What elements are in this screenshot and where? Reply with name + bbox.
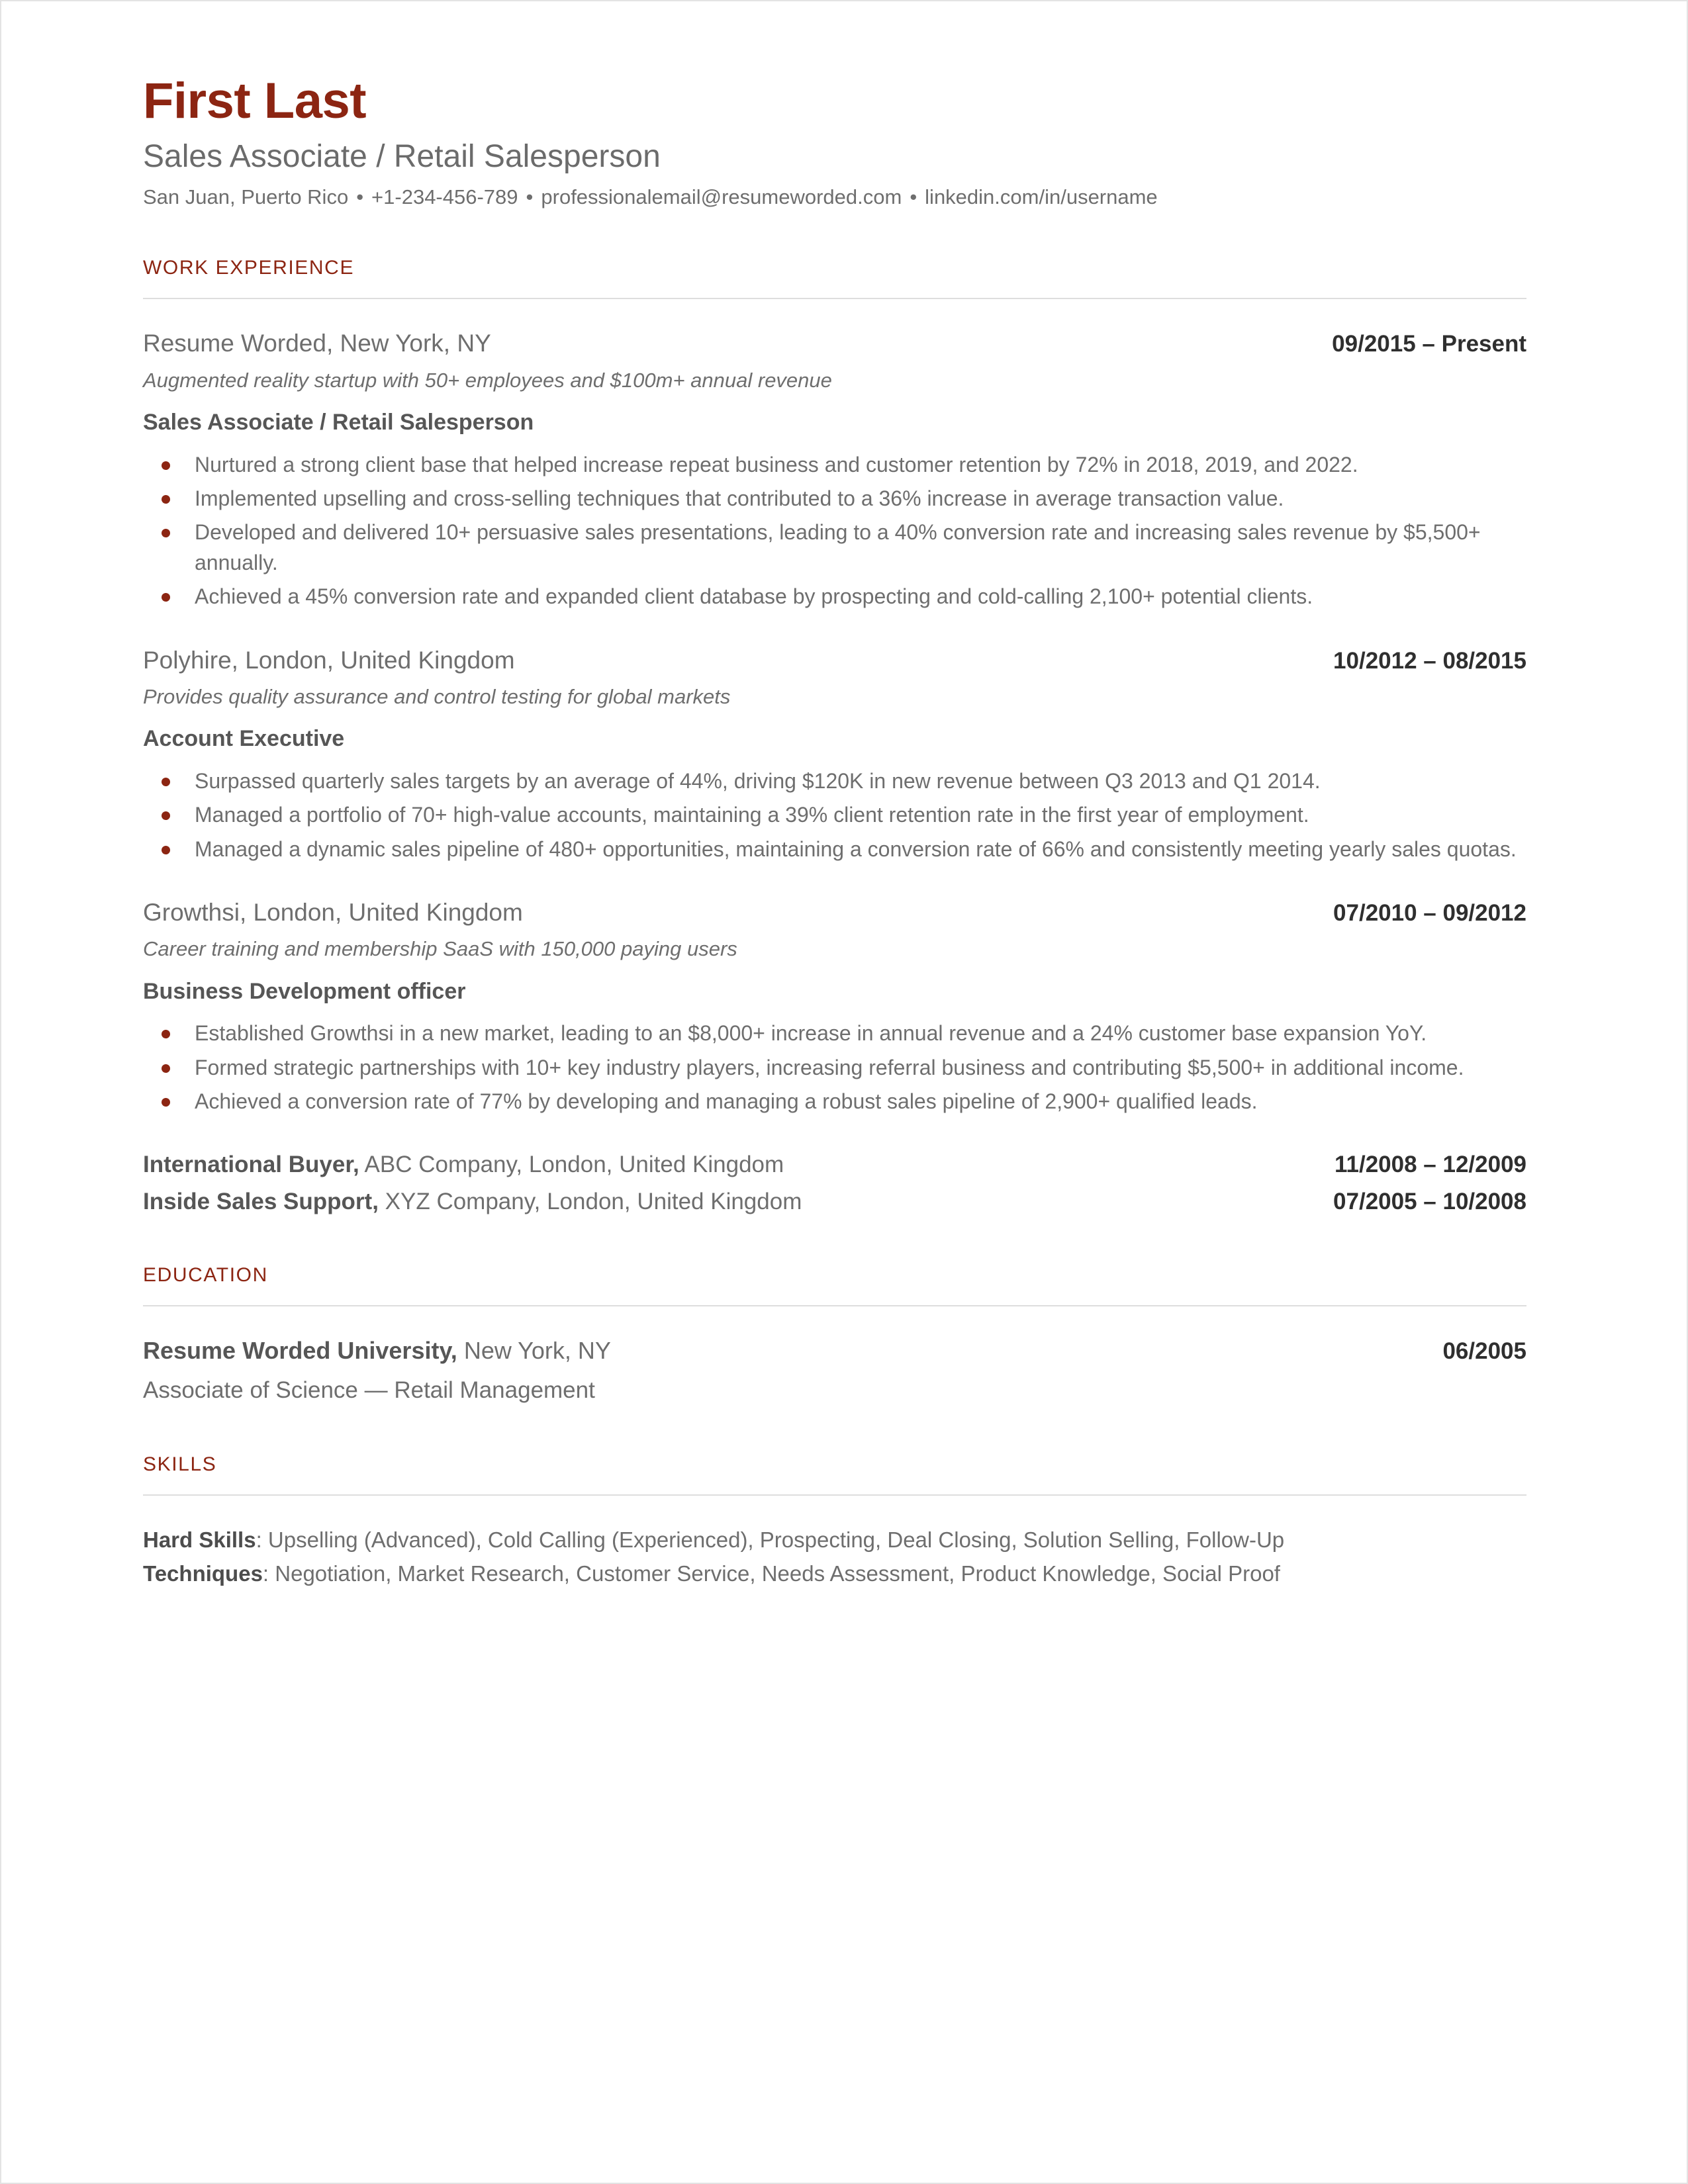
skill-category-label: Hard Skills (143, 1527, 256, 1552)
job-bullet (143, 1019, 1526, 1048)
job-bullet-text: Surpassed quarterly sales targets by an average of 44%, driving $120K in new revenue between Q3 2013 and Q1 2014. (195, 768, 1321, 793)
job-company: Growthsi, London, United Kingdom (143, 899, 523, 927)
contact-line (143, 185, 1526, 209)
resume-header (143, 75, 1526, 209)
contact-linkedin[interactable]: linkedin.com/in/username (925, 185, 1158, 209)
compact-role-list (143, 1150, 1526, 1216)
bullet-dot-icon (162, 1030, 170, 1038)
job-bullet (143, 582, 1526, 612)
compact-role-title: Inside Sales Support, (143, 1188, 379, 1214)
job-company-blurb: Provides quality assurance and control testing for global markets (143, 684, 731, 708)
bullet-dot-icon (162, 1098, 170, 1107)
job-bullet (143, 1087, 1526, 1116)
skill-line (143, 1525, 1526, 1556)
job-entry (143, 645, 1526, 864)
job-company-blurb: Augmented reality startup with 50+ employees and $100m+ annual revenue (143, 368, 832, 392)
job-entry (143, 328, 1526, 612)
job-role-title: Business Development officer (143, 978, 466, 1004)
job-bullet (143, 766, 1526, 796)
education-school-name: Resume Worded University, (143, 1337, 457, 1365)
contact-separator-2: • (526, 185, 534, 209)
section-title-skills: SKILLS (143, 1453, 217, 1475)
bullet-dot-icon (162, 495, 170, 504)
education-entry (143, 1336, 1526, 1406)
section-title-work: WORK EXPERIENCE (143, 257, 355, 279)
contact-phone: +1-234-456-789 (371, 185, 518, 209)
job-bullet (143, 450, 1526, 480)
job-bullet-list (143, 450, 1526, 612)
compact-role-label (143, 1150, 784, 1180)
job-bullet (143, 800, 1526, 830)
education-degree: Associate of Science — Retail Management (143, 1377, 595, 1404)
job-header-row (143, 328, 1526, 359)
skill-line (143, 1559, 1526, 1590)
skill-category-values: : Upselling (Advanced), Cold Calling (Experienced), Prospecting, Deal Closing, Solution Selling, Follow-Up (256, 1527, 1285, 1552)
compact-role-title: International Buyer, (143, 1152, 359, 1178)
job-dates: 09/2015 – Present (1332, 331, 1526, 357)
section-work-experience (143, 257, 1526, 1216)
education-header-row (143, 1336, 1526, 1366)
job-bullet (143, 484, 1526, 514)
job-role-title: Account Executive (143, 726, 345, 752)
section-divider-skills (143, 1494, 1526, 1496)
compact-role-row (143, 1150, 1526, 1180)
job-company: Polyhire, London, United Kingdom (143, 646, 515, 674)
compact-role-label (143, 1187, 802, 1217)
candidate-headline: Sales Associate / Retail Salesperson (143, 138, 661, 174)
compact-role-detail: XYZ Company, London, United Kingdom (378, 1188, 802, 1214)
contact-separator-3: • (910, 185, 917, 209)
bullet-dot-icon (162, 811, 170, 820)
contact-location: San Juan, Puerto Rico (143, 185, 349, 209)
compact-role-dates: 11/2008 – 12/2009 (1334, 1152, 1526, 1178)
resume-content (143, 75, 1526, 1592)
section-title-education: EDUCATION (143, 1264, 268, 1287)
education-date: 06/2005 (1442, 1338, 1526, 1365)
education-school-location: New York, NY (457, 1337, 611, 1365)
job-bullet-text: Formed strategic partnerships with 10+ key industry players, increasing referral business and contributing $5,500+ in additional income. (195, 1055, 1464, 1079)
section-divider-work (143, 298, 1526, 299)
bullet-dot-icon (162, 778, 170, 786)
contact-email[interactable]: professionalemail@resumeworded.com (541, 185, 902, 209)
job-bullet (143, 835, 1526, 864)
job-bullet-text: Nurtured a strong client base that helped increase repeat business and customer retention by 72% in 2018, 2019, and 2022. (195, 452, 1358, 477)
compact-role-row (143, 1187, 1526, 1217)
education-school-line (143, 1336, 611, 1366)
job-company-blurb: Career training and membership SaaS with 150,000 paying users (143, 937, 737, 961)
candidate-name: First Last (143, 73, 367, 129)
skill-category-values: : Negotiation, Market Research, Customer Service, Needs Assessment, Product Knowledge, Social Proof (262, 1561, 1280, 1586)
section-skills (143, 1453, 1526, 1590)
job-bullet-text: Achieved a 45% conversion rate and expanded client database by prospecting and cold-calling 2,100+ potential clients. (195, 584, 1313, 609)
job-bullet (143, 1053, 1526, 1083)
bullet-dot-icon (162, 461, 170, 470)
job-dates: 07/2010 – 09/2012 (1333, 900, 1526, 927)
bullet-dot-icon (162, 846, 170, 854)
job-entry (143, 897, 1526, 1116)
job-header-row (143, 645, 1526, 676)
skill-category-label: Techniques (143, 1561, 263, 1586)
job-bullet-text: Managed a portfolio of 70+ high-value accounts, maintaining a 39% client retention rate in the first year of employment. (195, 803, 1309, 827)
job-header-row (143, 897, 1526, 928)
job-bullet (143, 518, 1526, 578)
job-bullet-text: Managed a dynamic sales pipeline of 480+ opportunities, maintaining a conversion rate of 66% and consistently meeting yearly sales quotas. (195, 837, 1517, 861)
job-bullet-text: Achieved a conversion rate of 77% by developing and managing a robust sales pipeline of 2,900+ qualified leads. (195, 1089, 1258, 1113)
job-bullet-text: Implemented upselling and cross-selling techniques that contributed to a 36% increase in average transaction value. (195, 486, 1284, 510)
compact-role-detail: ABC Company, London, United Kingdom (359, 1152, 784, 1178)
section-education (143, 1264, 1526, 1406)
job-bullet-text: Established Growthsi in a new market, leading to an $8,000+ increase in annual revenue and a 24% customer base expansion YoY. (195, 1021, 1427, 1046)
compact-role-dates: 07/2005 – 10/2008 (1333, 1188, 1526, 1214)
job-bullet-text: Developed and delivered 10+ persuasive sales presentations, leading to a 40% conversion rate and increasing sales revenue by $5,500+ annually. (195, 520, 1481, 574)
bullet-dot-icon (162, 1064, 170, 1073)
section-divider-education (143, 1305, 1526, 1306)
bullet-dot-icon (162, 593, 170, 602)
job-bullet-list (143, 1019, 1526, 1116)
job-bullet-list (143, 766, 1526, 864)
contact-separator-1: • (356, 185, 364, 209)
job-dates: 10/2012 – 08/2015 (1333, 647, 1526, 674)
bullet-dot-icon (162, 529, 170, 537)
job-role-title: Sales Associate / Retail Salesperson (143, 410, 534, 435)
job-company: Resume Worded, New York, NY (143, 330, 491, 357)
